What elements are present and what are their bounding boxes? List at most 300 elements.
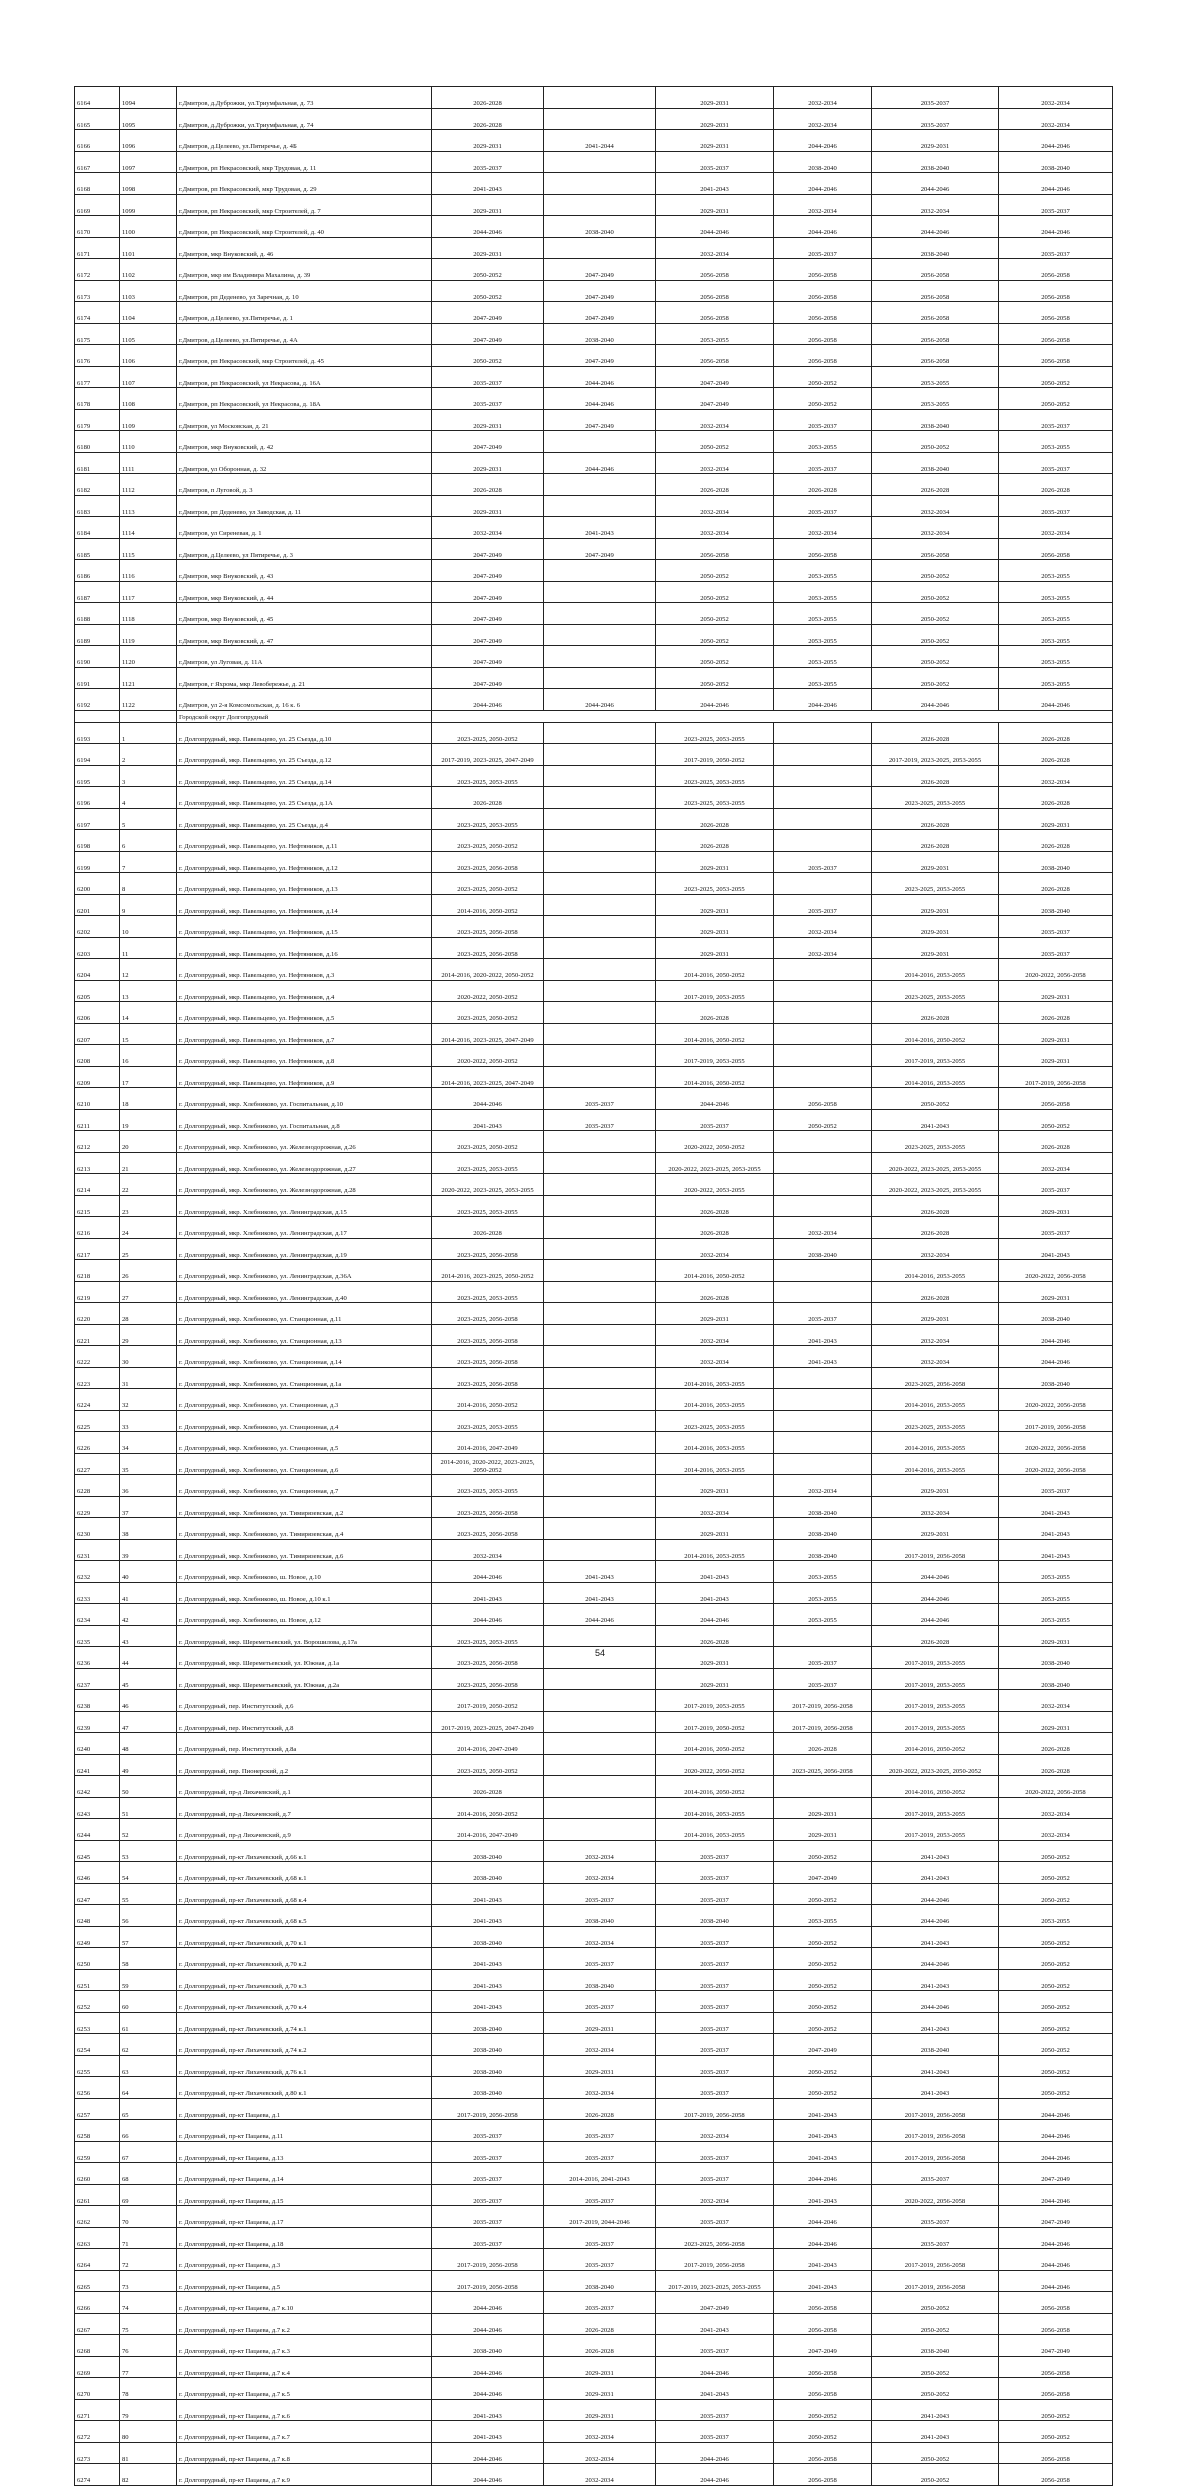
row-number-cell: 6249 — [75, 1926, 120, 1948]
period-6-cell: 2053-2055 — [999, 560, 1113, 582]
row-number-cell: 6273 — [75, 2442, 120, 2464]
period-1-cell: 2044-2046 — [432, 2292, 544, 2314]
period-2-cell: 2032-2034 — [544, 1862, 656, 1884]
table-row — [75, 1926, 1113, 1948]
period-5-cell: 2050-2052 — [872, 1088, 999, 1110]
row-number-cell: 6175 — [75, 323, 120, 345]
period-6-cell: 2047-2049 — [999, 2163, 1113, 2185]
item-number-cell: 1113 — [120, 495, 177, 517]
period-4-cell — [774, 808, 872, 830]
period-5-cell: 2056-2058 — [872, 259, 999, 281]
address-cell: г. Долгопрудный, пр-кт Пацаева, д.7 к.7 — [177, 2421, 432, 2443]
period-2-cell — [544, 1690, 656, 1712]
item-number-cell: 27 — [120, 1281, 177, 1303]
item-number-cell: 82 — [120, 2464, 177, 2486]
period-6-cell: 2047-2049 — [999, 2335, 1113, 2357]
address-cell: г. Долгопрудный, пр-д Лихачевский, д.9 — [177, 1819, 432, 1841]
row-number-cell: 6272 — [75, 2421, 120, 2443]
period-5-cell: 2038-2040 — [872, 237, 999, 259]
table-row — [75, 538, 1113, 560]
table-row — [75, 1840, 1113, 1862]
item-number-cell: 22 — [120, 1174, 177, 1196]
period-4-cell: 2047-2049 — [774, 2034, 872, 2056]
item-number-cell: 78 — [120, 2378, 177, 2400]
row-number-cell: 6206 — [75, 1002, 120, 1024]
period-6-cell: 2029-2031 — [999, 1625, 1113, 1647]
period-1-cell: 2023-2025, 2050-2052 — [432, 830, 544, 852]
period-2-cell — [544, 1754, 656, 1776]
period-6-cell: 2050-2052 — [999, 1840, 1113, 1862]
item-number-cell: 36 — [120, 1475, 177, 1497]
period-1-cell: 2041-2043 — [432, 1582, 544, 1604]
table-row — [75, 517, 1113, 539]
address-cell: г. Долгопрудный, мкр. Хлебниково, ул. Тимирязевская, д.6 — [177, 1539, 432, 1561]
period-6-cell: 2050-2052 — [999, 2012, 1113, 2034]
period-1-cell: 2038-2040 — [432, 2034, 544, 2056]
period-3-cell: 2047-2049 — [656, 2292, 774, 2314]
period-1-cell: 2041-2043 — [432, 1905, 544, 1927]
row-number-cell: 6245 — [75, 1840, 120, 1862]
address-cell: г. Долгопрудный, мкр. Хлебниково, ул. Станционная, д.11 — [177, 1303, 432, 1325]
item-number-cell: 34 — [120, 1432, 177, 1454]
table-row — [75, 560, 1113, 582]
address-cell: г. Долгопрудный, мкр. Хлебниково, ул. Станционная, д.13 — [177, 1324, 432, 1346]
table-row — [75, 495, 1113, 517]
item-number-cell: 6 — [120, 830, 177, 852]
period-5-cell: 2041-2043 — [872, 1840, 999, 1862]
period-1-cell: 2023-2025, 2056-2058 — [432, 916, 544, 938]
table-row — [75, 130, 1113, 152]
period-3-cell: 2032-2034 — [656, 1324, 774, 1346]
period-4-cell — [774, 744, 872, 766]
period-5-cell: 2044-2046 — [872, 216, 999, 238]
address-cell: г.Дмитров, мкр им Владимира Махалина, д. 39 — [177, 259, 432, 281]
period-4-cell: 2056-2058 — [774, 280, 872, 302]
table-row — [75, 108, 1113, 130]
period-6-cell: 2032-2034 — [999, 765, 1113, 787]
period-2-cell: 2038-2040 — [544, 1969, 656, 1991]
period-2-cell — [544, 1002, 656, 1024]
period-4-cell — [774, 1131, 872, 1153]
row-number-cell: 6214 — [75, 1174, 120, 1196]
period-2-cell — [544, 765, 656, 787]
row-number-cell: 6269 — [75, 2356, 120, 2378]
item-number-cell: 1118 — [120, 603, 177, 625]
table-row — [75, 2464, 1113, 2486]
period-3-cell: 2020-2022, 2050-2052 — [656, 1754, 774, 1776]
item-number-cell: 60 — [120, 1991, 177, 2013]
period-1-cell: 2047-2049 — [432, 646, 544, 668]
item-number-cell: 1117 — [120, 581, 177, 603]
period-3-cell: 2032-2034 — [656, 1496, 774, 1518]
period-2-cell: 2035-2037 — [544, 2292, 656, 2314]
period-1-cell: 2023-2025, 2056-2058 — [432, 937, 544, 959]
table-row — [75, 302, 1113, 324]
period-3-cell: 2029-2031 — [656, 1303, 774, 1325]
row-number-cell: 6252 — [75, 1991, 120, 2013]
period-6-cell: 2032-2034 — [999, 1152, 1113, 1174]
section-header-row — [75, 710, 1113, 722]
period-3-cell: 2050-2052 — [656, 667, 774, 689]
item-number-cell: 46 — [120, 1690, 177, 1712]
period-1-cell: 2023-2025, 2053-2055 — [432, 808, 544, 830]
item-number-cell: 72 — [120, 2249, 177, 2271]
row-number-cell: 6166 — [75, 130, 120, 152]
period-6-cell: 2056-2058 — [999, 2442, 1113, 2464]
period-2-cell: 2041-2043 — [544, 1561, 656, 1583]
address-cell: г. Долгопрудный, пр-кт Пацаева, д.5 — [177, 2270, 432, 2292]
period-4-cell: 2035-2037 — [774, 1647, 872, 1669]
period-6-cell: 2053-2055 — [999, 581, 1113, 603]
period-3-cell: 2032-2034 — [656, 452, 774, 474]
table-row — [75, 2077, 1113, 2099]
row-number-cell: 6212 — [75, 1131, 120, 1153]
item-number-cell: 48 — [120, 1733, 177, 1755]
row-number-cell: 6228 — [75, 1475, 120, 1497]
period-3-cell: 2017-2019, 2053-2055 — [656, 1690, 774, 1712]
period-6-cell: 2029-2031 — [999, 980, 1113, 1002]
period-6-cell: 2038-2040 — [999, 151, 1113, 173]
item-number-cell: 1110 — [120, 431, 177, 453]
item-number-cell: 71 — [120, 2227, 177, 2249]
period-6-cell: 2050-2052 — [999, 2055, 1113, 2077]
address-cell: г. Долгопрудный, мкр. Павельцево, ул. Нефтяников, д.16 — [177, 937, 432, 959]
table-row — [75, 2421, 1113, 2443]
item-number-cell: 1103 — [120, 280, 177, 302]
item-number-cell: 76 — [120, 2335, 177, 2357]
item-number-cell: 33 — [120, 1410, 177, 1432]
row-number-cell: 6232 — [75, 1561, 120, 1583]
item-number-cell: 15 — [120, 1023, 177, 1045]
period-2-cell — [544, 722, 656, 744]
period-5-cell: 2038-2040 — [872, 151, 999, 173]
period-2-cell — [544, 108, 656, 130]
period-5-cell: 2023-2025, 2053-2055 — [872, 1131, 999, 1153]
row-number-cell: 6204 — [75, 959, 120, 981]
period-5-cell: 2023-2025, 2053-2055 — [872, 1410, 999, 1432]
period-5-cell: 2014-2016, 2050-2052 — [872, 1776, 999, 1798]
period-3-cell: 2017-2019, 2023-2025, 2053-2055 — [656, 2270, 774, 2292]
row-number-cell: 6208 — [75, 1045, 120, 1067]
period-2-cell: 2038-2040 — [544, 323, 656, 345]
item-number-cell: 12 — [120, 959, 177, 981]
table-row — [75, 1432, 1113, 1454]
period-5-cell: 2020-2022, 2023-2025, 2053-2055 — [872, 1152, 999, 1174]
period-6-cell: 2050-2052 — [999, 2421, 1113, 2443]
row-number-cell: 6247 — [75, 1883, 120, 1905]
period-5-cell: 2017-2019, 2023-2025, 2053-2055 — [872, 744, 999, 766]
item-number-cell: 51 — [120, 1797, 177, 1819]
row-number-cell: 6197 — [75, 808, 120, 830]
item-number-cell: 9 — [120, 894, 177, 916]
address-cell: г. Долгопрудный, пер. Институтский, д.6 — [177, 1690, 432, 1712]
address-cell: г. Долгопрудный, мкр. Павельцево, ул. Нефтяников, д.14 — [177, 894, 432, 916]
address-cell: г.Дмитров, д.Дуброжки, ул.Триумфальная, д. 73 — [177, 87, 432, 109]
table-row — [75, 1539, 1113, 1561]
period-2-cell — [544, 937, 656, 959]
row-number-cell: 6191 — [75, 667, 120, 689]
address-cell: г. Долгопрудный, мкр. Хлебниково, ул. Станционная, д.14 — [177, 1346, 432, 1368]
period-5-cell: 2050-2052 — [872, 2356, 999, 2378]
row-number-cell: 6250 — [75, 1948, 120, 1970]
period-2-cell: 2047-2049 — [544, 259, 656, 281]
period-5-cell: 2020-2022, 2056-2058 — [872, 2184, 999, 2206]
period-5-cell: 2044-2046 — [872, 1604, 999, 1626]
period-2-cell — [544, 581, 656, 603]
period-2-cell — [544, 603, 656, 625]
period-3-cell: 2041-2043 — [656, 2378, 774, 2400]
address-cell: г. Долгопрудный, пр-кт Лихачевский, д.68 к.1 — [177, 1862, 432, 1884]
item-number-cell: 57 — [120, 1926, 177, 1948]
period-3-cell: 2035-2037 — [656, 2335, 774, 2357]
item-number-cell: 62 — [120, 2034, 177, 2056]
period-4-cell: 2050-2052 — [774, 1883, 872, 1905]
item-number-cell: 65 — [120, 2098, 177, 2120]
period-1-cell: 2035-2037 — [432, 2227, 544, 2249]
row-number-cell: 6203 — [75, 937, 120, 959]
period-2-cell: 2014-2016, 2041-2043 — [544, 2163, 656, 2185]
period-3-cell: 2029-2031 — [656, 937, 774, 959]
period-4-cell: 2050-2052 — [774, 2421, 872, 2443]
period-6-cell: 2026-2028 — [999, 1733, 1113, 1755]
period-4-cell: 2032-2034 — [774, 87, 872, 109]
period-6-cell: 2056-2058 — [999, 259, 1113, 281]
period-5-cell: 2017-2019, 2056-2058 — [872, 2098, 999, 2120]
table-row — [75, 1131, 1113, 1153]
period-6-cell: 2032-2034 — [999, 108, 1113, 130]
period-2-cell: 2035-2037 — [544, 1948, 656, 1970]
period-6-cell: 2020-2022, 2056-2058 — [999, 959, 1113, 981]
period-3-cell: 2029-2031 — [656, 108, 774, 130]
address-cell: г.Дмитров, мкр Внуковский, д. 46 — [177, 237, 432, 259]
address-cell: г. Долгопрудный, пр-кт Пацаева, д.13 — [177, 2141, 432, 2163]
period-6-cell: 2044-2046 — [999, 216, 1113, 238]
period-1-cell: 2023-2025, 2056-2058 — [432, 1668, 544, 1690]
period-4-cell: 2056-2058 — [774, 2356, 872, 2378]
item-number-cell: 7 — [120, 851, 177, 873]
period-1-cell: 2038-2040 — [432, 2335, 544, 2357]
period-5-cell: 2029-2031 — [872, 916, 999, 938]
table-row — [75, 323, 1113, 345]
period-1-cell: 2017-2019, 2056-2058 — [432, 2098, 544, 2120]
period-3-cell: 2050-2052 — [656, 581, 774, 603]
period-2-cell: 2017-2019, 2044-2046 — [544, 2206, 656, 2228]
period-6-cell: 2050-2052 — [999, 1948, 1113, 1970]
period-5-cell: 2044-2046 — [872, 1991, 999, 2013]
period-3-cell: 2056-2058 — [656, 280, 774, 302]
period-3-cell: 2023-2025, 2053-2055 — [656, 873, 774, 895]
address-cell: г. Долгопрудный, мкр. Хлебниково, ул. Ленинградская, д.36А — [177, 1260, 432, 1282]
row-number-cell: 6194 — [75, 744, 120, 766]
period-6-cell: 2041-2043 — [999, 1238, 1113, 1260]
section-empty-cells — [432, 710, 1113, 722]
period-6-cell: 2053-2055 — [999, 431, 1113, 453]
period-4-cell: 2053-2055 — [774, 624, 872, 646]
period-2-cell: 2044-2046 — [544, 366, 656, 388]
period-1-cell: 2014-2016, 2020-2022, 2023-2025, 2050-2052 — [432, 1453, 544, 1475]
table-row — [75, 1324, 1113, 1346]
period-3-cell: 2032-2034 — [656, 2184, 774, 2206]
table-row — [75, 1604, 1113, 1626]
row-number-cell: 6256 — [75, 2077, 120, 2099]
period-4-cell — [774, 980, 872, 1002]
table-row — [75, 1002, 1113, 1024]
table-row — [75, 1281, 1113, 1303]
period-6-cell: 2041-2043 — [999, 1539, 1113, 1561]
period-3-cell: 2035-2037 — [656, 2206, 774, 2228]
period-4-cell: 2041-2043 — [774, 2098, 872, 2120]
period-4-cell: 2026-2028 — [774, 474, 872, 496]
address-cell: г.Дмитров, г Яхрома, мкр Левобережье, д. 21 — [177, 667, 432, 689]
period-4-cell: 2023-2025, 2056-2058 — [774, 1754, 872, 1776]
period-1-cell: 2023-2025, 2056-2058 — [432, 1324, 544, 1346]
address-cell: г. Долгопрудный, мкр. Павельцево, ул. Нефтяников, д.3 — [177, 959, 432, 981]
period-6-cell: 2053-2055 — [999, 1561, 1113, 1583]
address-cell: г.Дмитров, мкр Внуковский, д. 45 — [177, 603, 432, 625]
page-number: 54 — [594, 1648, 605, 1658]
period-6-cell: 2038-2040 — [999, 894, 1113, 916]
period-5-cell: 2032-2034 — [872, 194, 999, 216]
item-number-cell: 1115 — [120, 538, 177, 560]
period-2-cell: 2047-2049 — [544, 538, 656, 560]
period-3-cell: 2014-2016, 2053-2055 — [656, 1453, 774, 1475]
row-number-cell: 6264 — [75, 2249, 120, 2271]
period-1-cell: 2047-2049 — [432, 603, 544, 625]
period-6-cell: 2020-2022, 2056-2058 — [999, 1453, 1113, 1475]
period-3-cell: 2044-2046 — [656, 1088, 774, 1110]
period-6-cell: 2050-2052 — [999, 1926, 1113, 1948]
period-5-cell: 2032-2034 — [872, 495, 999, 517]
period-1-cell: 2038-2040 — [432, 2055, 544, 2077]
period-5-cell: 2050-2052 — [872, 431, 999, 453]
period-6-cell: 2017-2019, 2056-2058 — [999, 1066, 1113, 1088]
period-4-cell: 2044-2046 — [774, 216, 872, 238]
row-number-cell: 6219 — [75, 1281, 120, 1303]
period-5-cell: 2023-2025, 2053-2055 — [872, 873, 999, 895]
address-cell: г. Долгопрудный, мкр. Павельцево, ул. Нефтяников, д.7 — [177, 1023, 432, 1045]
period-5-cell: 2017-2019, 2056-2058 — [872, 2270, 999, 2292]
period-4-cell: 2032-2034 — [774, 916, 872, 938]
period-1-cell: 2014-2016, 2023-2025, 2050-2052 — [432, 1260, 544, 1282]
period-6-cell: 2044-2046 — [999, 2227, 1113, 2249]
period-5-cell: 2017-2019, 2056-2058 — [872, 1539, 999, 1561]
address-cell: г.Дмитров, п Луговой, д. 3 — [177, 474, 432, 496]
period-3-cell: 2032-2034 — [656, 237, 774, 259]
table-row — [75, 1582, 1113, 1604]
period-1-cell: 2029-2031 — [432, 130, 544, 152]
row-number-cell: 6167 — [75, 151, 120, 173]
period-1-cell: 2035-2037 — [432, 366, 544, 388]
period-5-cell: 2041-2043 — [872, 1109, 999, 1131]
row-number-cell: 6180 — [75, 431, 120, 453]
item-number-cell: 70 — [120, 2206, 177, 2228]
period-5-cell: 2050-2052 — [872, 2313, 999, 2335]
period-1-cell: 2023-2025, 2053-2055 — [432, 1195, 544, 1217]
table-row — [75, 1109, 1113, 1131]
period-3-cell: 2029-2031 — [656, 1668, 774, 1690]
table-row — [75, 2378, 1113, 2400]
address-cell: г. Долгопрудный, мкр. Хлебниково, ул. Станционная, д.5 — [177, 1432, 432, 1454]
item-number-cell: 53 — [120, 1840, 177, 1862]
period-4-cell: 2032-2034 — [774, 517, 872, 539]
period-4-cell: 2044-2046 — [774, 2163, 872, 2185]
row-number-cell: 6263 — [75, 2227, 120, 2249]
row-number-cell: 6193 — [75, 722, 120, 744]
period-3-cell: 2029-2031 — [656, 1475, 774, 1497]
period-4-cell: 2032-2034 — [774, 1217, 872, 1239]
table-row — [75, 2055, 1113, 2077]
period-6-cell: 2035-2037 — [999, 409, 1113, 431]
item-number-cell: 13 — [120, 980, 177, 1002]
period-2-cell — [544, 1023, 656, 1045]
period-6-cell: 2020-2022, 2056-2058 — [999, 1389, 1113, 1411]
table-row — [75, 1496, 1113, 1518]
period-2-cell — [544, 1367, 656, 1389]
period-1-cell: 2017-2019, 2056-2058 — [432, 2249, 544, 2271]
address-cell: г. Долгопрудный, мкр. Павельцево, ул. Нефтяников, д.12 — [177, 851, 432, 873]
address-cell: г. Долгопрудный, пр-кт Лихачевский, д.70 к.4 — [177, 1991, 432, 2013]
address-cell: г. Долгопрудный, пр-д Лихачевский, д.7 — [177, 1797, 432, 1819]
address-cell: г. Долгопрудный, пр-кт Пацаева, д.7 к.6 — [177, 2399, 432, 2421]
period-2-cell: 2032-2034 — [544, 1926, 656, 1948]
period-4-cell: 2056-2058 — [774, 1088, 872, 1110]
period-1-cell: 2047-2049 — [432, 302, 544, 324]
period-4-cell: 2056-2058 — [774, 2313, 872, 2335]
period-6-cell: 2026-2028 — [999, 1002, 1113, 1024]
period-3-cell: 2029-2031 — [656, 1647, 774, 1669]
period-4-cell: 2032-2034 — [774, 194, 872, 216]
period-1-cell: 2050-2052 — [432, 345, 544, 367]
address-cell: г.Дмитров, мкр Внуковский, д. 42 — [177, 431, 432, 453]
period-1-cell: 2026-2028 — [432, 787, 544, 809]
period-3-cell: 2035-2037 — [656, 1926, 774, 1948]
period-4-cell: 2050-2052 — [774, 2055, 872, 2077]
row-number-cell: 6224 — [75, 1389, 120, 1411]
period-2-cell: 2035-2037 — [544, 2249, 656, 2271]
row-number-cell: 6178 — [75, 388, 120, 410]
period-2-cell: 2047-2049 — [544, 302, 656, 324]
item-number-cell: 67 — [120, 2141, 177, 2163]
period-2-cell: 2032-2034 — [544, 2464, 656, 2486]
period-6-cell: 2026-2028 — [999, 722, 1113, 744]
section-item-number — [120, 710, 177, 722]
table-row — [75, 581, 1113, 603]
row-number-cell: 6223 — [75, 1367, 120, 1389]
item-number-cell: 1108 — [120, 388, 177, 410]
item-number-cell: 59 — [120, 1969, 177, 1991]
period-4-cell: 2035-2037 — [774, 894, 872, 916]
table-row — [75, 259, 1113, 281]
period-2-cell: 2044-2046 — [544, 1604, 656, 1626]
period-5-cell: 2056-2058 — [872, 280, 999, 302]
period-5-cell: 2050-2052 — [872, 2292, 999, 2314]
row-number-cell: 6207 — [75, 1023, 120, 1045]
table-row — [75, 237, 1113, 259]
period-4-cell: 2041-2043 — [774, 2141, 872, 2163]
address-cell: г. Долгопрудный, пр-кт Пацаева, д.17 — [177, 2206, 432, 2228]
item-number-cell: 1120 — [120, 646, 177, 668]
row-number-cell: 6243 — [75, 1797, 120, 1819]
period-4-cell: 2053-2055 — [774, 1905, 872, 1927]
period-1-cell: 2041-2043 — [432, 2399, 544, 2421]
period-6-cell: 2029-2031 — [999, 1045, 1113, 1067]
period-3-cell: 2038-2040 — [656, 1905, 774, 1927]
period-1-cell: 2044-2046 — [432, 2464, 544, 2486]
table-row — [75, 2012, 1113, 2034]
item-number-cell: 40 — [120, 1561, 177, 1583]
period-3-cell: 2056-2058 — [656, 538, 774, 560]
period-2-cell — [544, 560, 656, 582]
